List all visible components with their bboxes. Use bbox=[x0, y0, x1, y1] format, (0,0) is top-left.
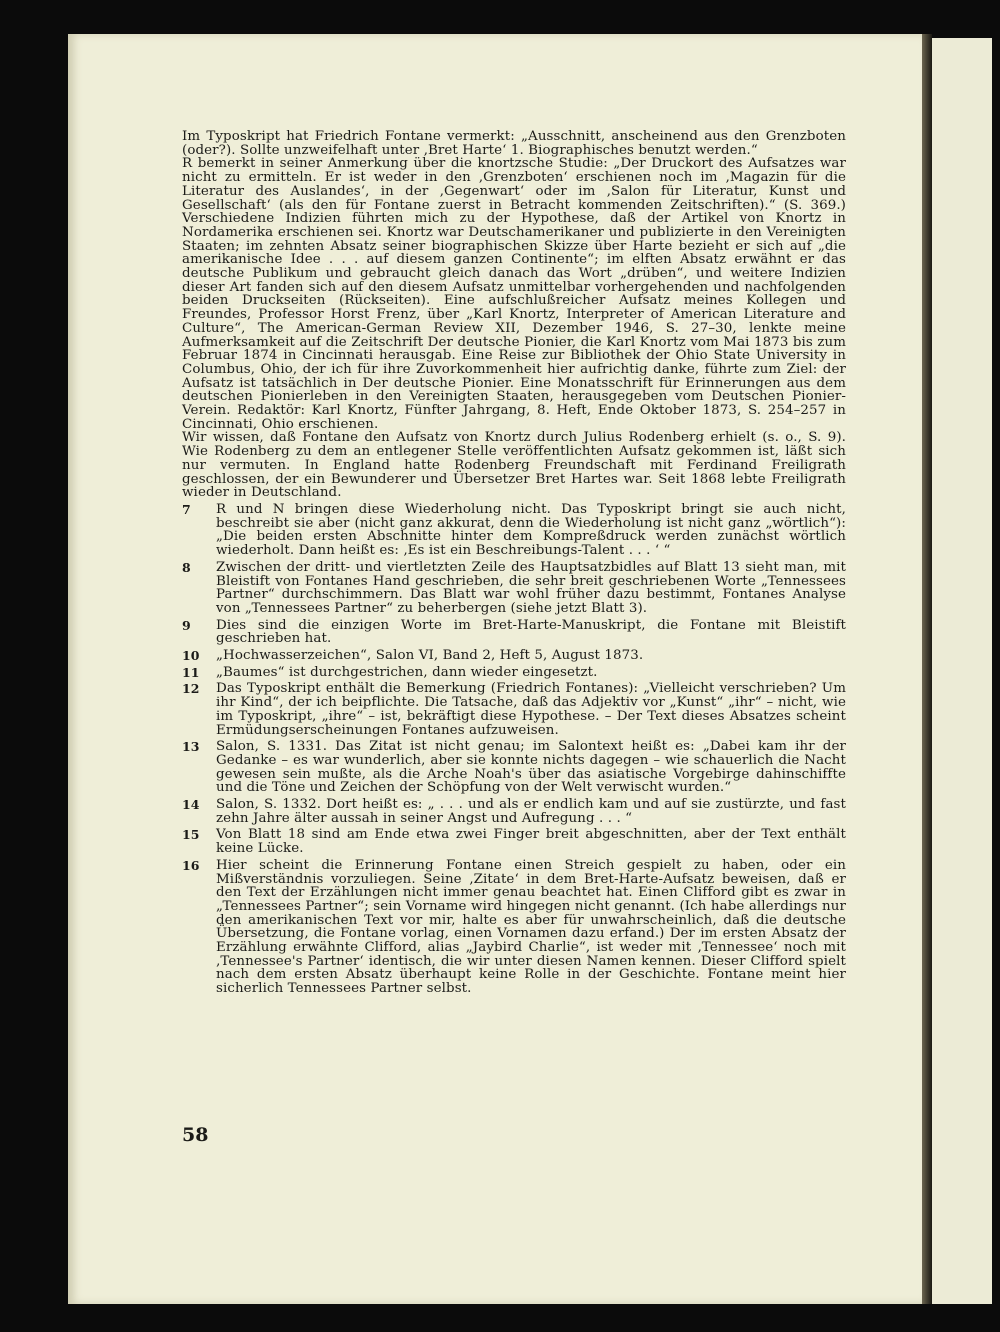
footnote-number: 16 bbox=[182, 857, 200, 873]
footnote-14 bbox=[182, 798, 846, 825]
footnote-text: Salon, S. 1331. Das Zitat ist nicht genau; im Salontext heißt es: „Dabei kam ihr der Gedanke – es war wunderlich, aber sie konnte nichts dagegen – wie schauerlich die Nacht gewesen sein mußte, als die Arche Noah's über das asiatische Vorgebirge dahinschiffte und die Töne und Zeichen der Schöpfung von der Welt verwischt wurden.“ bbox=[216, 739, 846, 796]
footnote-number: 9 bbox=[182, 617, 191, 633]
footnote-text: R und N bringen diese Wiederholung nicht. Das Typoskript bringt sie auch nicht, beschreibt sie aber (nicht ganz akkurat, denn die Wiederholung ist nicht ganz „wörtlich“): „Die beiden ersten Abschnitte hinter dem Kompreßdruck werden zunächst wörtlich wiederholt. Dann heißt es: ‚Es ist ein Beschreibungs-Talent . . . ‘ “ bbox=[216, 501, 846, 559]
footnote-number: 14 bbox=[182, 797, 200, 813]
footnote-text: Hier scheint die Erinnerung Fontane einen Streich gespielt zu haben, oder ein Mißverständnis vorzuliegen. Seine ‚Zitate‘ in dem Bret-Harte-Aufsatz beweisen, daß er den Text der Erzählungen nicht immer genau beachtet hat. Einen Clifford gibt es zwar in „Tennessees Partner“; sein Vorname wird hingegen nicht genannt. (Ich habe allerdings nur den amerikanischen Text vor mir, halte es aber für unwahrscheinlich, daß die deutsche Übersetzung, die Fontane vorlag, einen Vornamen dazu erfand.) Der im ersten Absatz der Erzählung erwähnte Clifford, alias „Jaybird Charlie“, ist weder mit ‚Tennessee‘ noch mit ‚Tennessee's Partner‘ identisch, die wir unter diesen Namen kennen. Dieser Clifford spielt nach dem ersten Absatz überhaupt keine Rolle in der Geschichte. Fontane meint hier sicherlich Tennessees Partner selbst. bbox=[216, 857, 846, 997]
footnote-13 bbox=[182, 740, 846, 795]
footnote-text: Das Typoskript enthält die Bemerkung (Friedrich Fontanes): „Vielleicht verschrieben? Um ihr Kind“, der ich beipflichte. Die Tatsache, daß das Adjektiv vor „Kunst“ „ihr“ – nicht, wie im Typoskript, „ihre“ – ist, bekräftigt diese Hypothese. – Der Text dieses Absatzes scheint Ermüdungserscheinungen Fontanes aufzuweisen. bbox=[216, 681, 846, 738]
footnote-number: 12 bbox=[182, 681, 200, 697]
footnote-text: Salon, S. 1332. Dort heißt es: „ . . . und als er endlich kam und auf sie zustürzte, und fast zehn Jahre älter aussah in seiner Angst und Aufregung . . . “ bbox=[216, 797, 846, 826]
footnote-text: Von Blatt 18 sind am Ende etwa zwei Finger breit abgeschnitten, aber der Text enthält keine Lücke. bbox=[216, 827, 846, 857]
footnote-text: „Hochwasserzeichen“, Salon VI, Band 2, Heft 5, August 1873. bbox=[216, 648, 644, 664]
footnote-9 bbox=[182, 619, 846, 646]
notes-text-block bbox=[182, 130, 846, 999]
intro-paragraph-3: Wir wissen, daß Fontane den Aufsatz von Knortz durch Julius Rodenberg erhielt (s. o., S. 9). Wie Rodenberg zu dem an entlegener Stelle veröffentlichten Aufsatz gekommen ist, läßt sich nur vermuten. In England hatte Rodenberg Freundschaft mit Ferdinand Freiligrath geschlossen, der ein Bewunderer und Übersetzer Bret Hartes war. Seit 1868 lebte Freiligrath wieder in Deutschland. bbox=[182, 430, 846, 501]
footnote-number: 11 bbox=[182, 664, 200, 680]
footnote-10 bbox=[182, 649, 846, 663]
footnote-number: 15 bbox=[182, 827, 200, 843]
book-gutter bbox=[922, 34, 932, 1304]
footnote-number: 7 bbox=[182, 501, 191, 517]
footnote-11 bbox=[182, 666, 846, 680]
footnote-text: Dies sind die einzigen Worte im Bret-Harte-Manuskript, die Fontane mit Bleistift geschrieben hat. bbox=[216, 617, 846, 647]
footnote-16 bbox=[182, 859, 846, 996]
footnote-number: 13 bbox=[182, 739, 200, 755]
footnote-text: „Baumes“ ist durchgestrichen, dann wieder eingesetzt. bbox=[216, 664, 598, 680]
page-number: 58 bbox=[182, 1124, 209, 1146]
footnote-15 bbox=[182, 828, 846, 855]
footnote-7 bbox=[182, 503, 846, 558]
facing-page-edge bbox=[932, 38, 992, 1304]
footnote-12 bbox=[182, 682, 846, 737]
footnote-number: 10 bbox=[182, 648, 200, 664]
footnote-number: 8 bbox=[182, 559, 191, 575]
intro-paragraph-2: R bemerkt in seiner Anmerkung über die knortzsche Studie: „Der Druckort des Aufsatzes war nicht zu ermitteln. Er ist weder in den ‚Grenzboten‘ erschienen noch im ‚Magazin für die Literatur des Auslandes‘, in der ‚Gegenwart‘ oder im ‚Salon für Literatur, Kunst und Gesellschaft‘ (als den für Fontane zuerst in Betracht kommenden Zeitschriften).“ (S. 369.) Verschiedene Indizien führten mich zu der Hypothese, daß der Artikel von Knortz in Nordamerika erschienen sei. Knortz war Deutschamerikaner und publizierte in den Vereinigten Staaten; im zehnten Absatz seiner biographischen Skizze über Harte bezieht er sich auf „die amerikanische Idee . . . auf diesem ganzen Continente“; im elften Absatz erwähnt er das deutsche Publikum und gebraucht gleich danach das Wort „drüben“, und weitere Indizien dieser Art fanden sich auf den diesem Aufsatz unmittelbar vorhergehenden und nachfolgenden beiden Druckseiten (Rückseiten). Eine aufschlußreicher Aufsatz meines Kollegen und Freundes, Professor Horst Frenz, über „Karl Knortz, Interpreter of American Literature and Culture“, The American-German Review XII, Dezember 1946, S. 27–30, lenkte meine Aufmerksamkeit auf die Zeitschrift Der deutsche Pionier, die Karl Knortz vom Mai 1873 bis zum Februar 1874 in Cincinnati herausgab. Eine Reise zur Bibliothek der Ohio State University in Columbus, Ohio, der ich für ihre Zuvorkommenheit hier aufrichtig danke, führte zum Ziel: der Aufsatz ist tatsächlich in Der deutsche Pionier. Eine Monatsschrift für Erinnerungen aus dem deutschen Pionierleben in den Vereinigten Staaten, herausgegeben vom Deutschen Pionier-Verein. Redaktör: Karl Knortz, Fünfter Jahrgang, 8. Heft, Ende Oktober 1873, S. 254–257 in Cincinnati, Ohio erschienen. bbox=[182, 156, 846, 432]
footnote-text: Zwischen der dritt- und viertletzten Zeile des Hauptsatzbidles auf Blatt 13 sieht man, mit Bleistift von Fontanes Hand geschrieben, die sehr breit geschriebenen Worte „Tennessees Partner“ durchschimmern. Das Blatt war wohl früher dazu bestimmt, Fontanes Analyse von „Tennessees Partner“ zu beherbergen (siehe jetzt Blatt 3). bbox=[216, 559, 846, 616]
intro-paragraph-1: Im Typoskript hat Friedrich Fontane vermerkt: „Ausschnitt, anscheinend aus den Grenzboten (oder?). Sollte unzweifelhaft unter ‚Bret Harte‘ 1. Biographisches benutzt werden.“ bbox=[182, 129, 846, 158]
footnote-8 bbox=[182, 561, 846, 616]
